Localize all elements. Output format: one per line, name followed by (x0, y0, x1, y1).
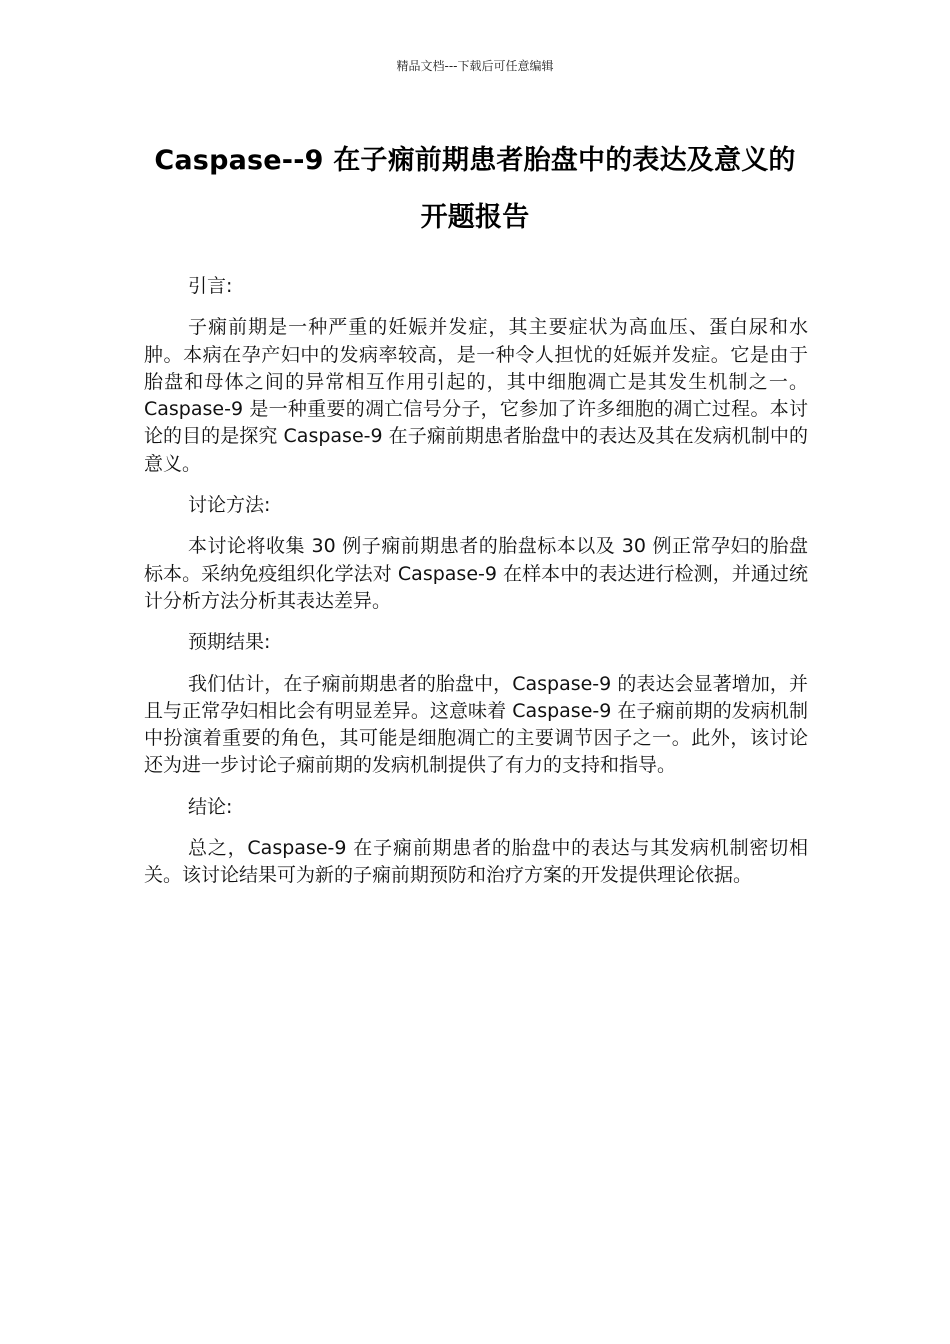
document-title-line-1: Caspase--9 在子痫前期患者胎盘中的表达及意义的 (154, 145, 796, 176)
section-body-methods: 本讨论将收集 30 例子痫前期患者的胎盘标本以及 30 例正常孕妇的胎盘标本。采纳免疫组织化学法对 Caspase-9 在样本中的表达进行检测，并通过统计分析方法分析其表达差异。 (144, 535, 808, 612)
section-label-conclusion: 结论: (188, 795, 233, 818)
section-label-expected-results: 预期结果: (188, 631, 271, 654)
document-body (144, 273, 808, 904)
section-label-methods: 讨论方法: (188, 494, 271, 517)
section-body-expected-results: 我们估计，在子痫前期患者的胎盘中，Caspase-9 的表达会显著增加，并且与正常孕妇相比会有明显差异。这意味着 Caspase-9 在子痫前期的发病机制中扮演着重要的角色，其可能是细胞凋亡的主要调节因子之一。此外，该讨论还为进一步讨论子痫前期的发病机制提供了有力的支持和指导。 (144, 672, 808, 777)
document-title-line-2: 开题报告 (420, 202, 530, 233)
section-body-introduction: 子痫前期是一种严重的妊娠并发症，其主要症状为高血压、蛋白尿和水肿。本病在孕产妇中的发病率较高，是一种令人担忧的妊娠并发症。它是由于胎盘和母体之间的异常相互作用引起的，其中细胞凋亡是其发生机制之一。Caspase-9 是一种重要的凋亡信号分子，它参加了许多细胞的凋亡过程。本讨论的目的是探究 Caspase-9 在子痫前期患者胎盘中的表达及其在发病机制中的意义。 (144, 316, 808, 475)
page-header-note: 精品文档---下载后可任意编辑 (396, 59, 554, 73)
section-label-introduction: 引言: (188, 275, 233, 297)
section-body-conclusion: 总之，Caspase-9 在子痫前期患者的胎盘中的表达与其发病机制密切相关。该讨论结果可为新的子痫前期预防和治疗方案的开发提供理论依据。 (144, 837, 808, 887)
